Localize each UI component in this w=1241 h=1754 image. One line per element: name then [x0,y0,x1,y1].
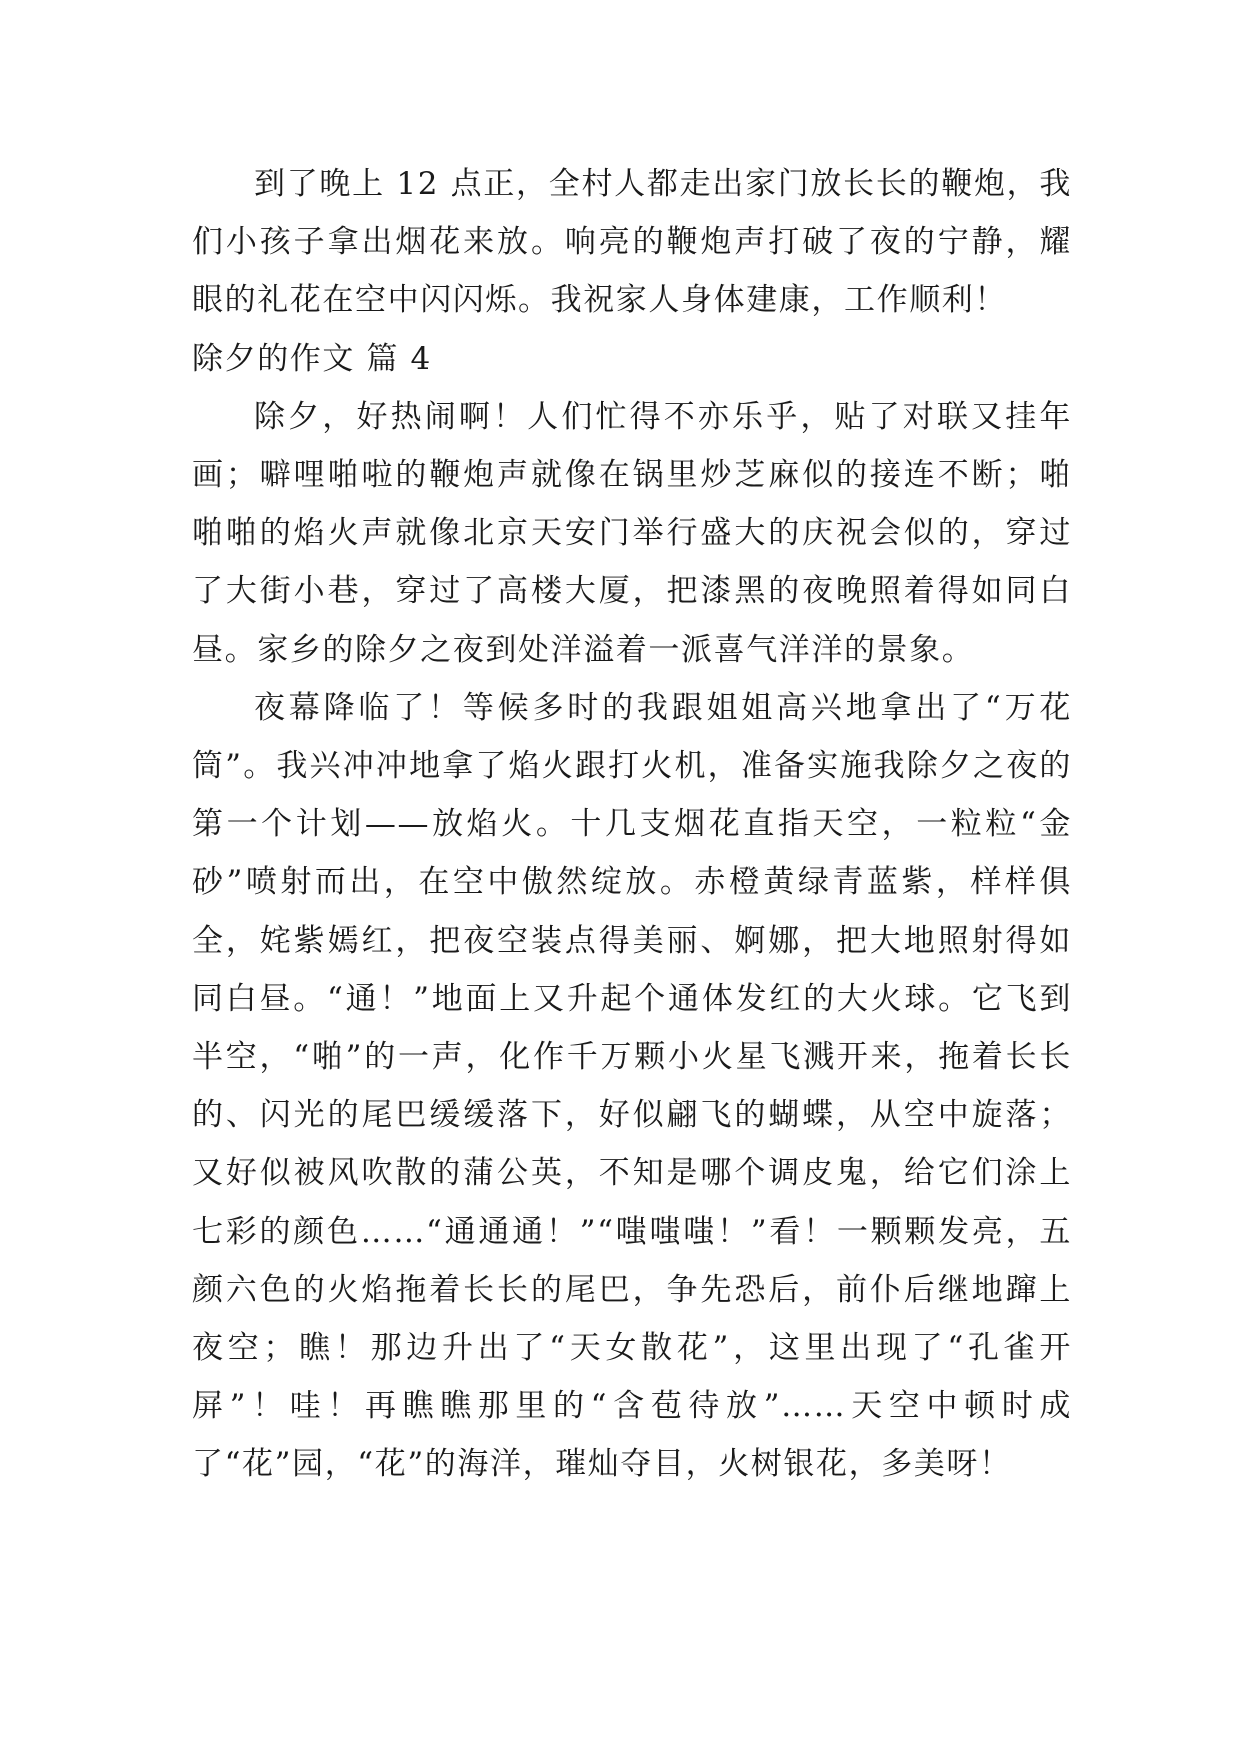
paragraph-lively-eve: 除夕，好热闹啊！人们忙得不亦乐乎，贴了对联又挂年画；噼哩啪啦的鞭炮声就像在锅里炒芝麻似的接连不断；啪啪啪的焰火声就像北京天安门举行盛大的庆祝会似的，穿过了大街小巷，穿过了高楼大厦，把漆黑的夜晚照着得如同白昼。家乡的除夕之夜到处洋溢着一派喜气洋洋的景象。 [192,398,1072,668]
section-heading: 除夕的作文 篇 4 [192,340,432,377]
document-body [192,155,1072,1494]
paragraph-new-year-midnight: 到了晚上 12 点正，全村人都走出家门放长长的鞭炮，我们小孩子拿出烟花来放。响亮的鞭炮声打破了夜的宁静，耀眼的礼花在空中闪闪烁。我祝家人身体建康，工作顺利！ [192,166,1072,319]
paragraph-fireworks: 夜幕降临了！等候多时的我跟姐姐高兴地拿出了“万花筒”。我兴冲冲地拿了焰火跟打火机，准备实施我除夕之夜的第一个计划——放焰火。十几支烟花直指天空，一粒粒“金砂”喷射而出，在空中傲然绽放。赤橙黄绿青蓝紫，样样俱全，姹紫嫣红，把夜空装点得美丽、婀娜，把大地照射得如同白昼。“通！”地面上又升起个通体发红的大火球。它飞到半空，“啪”的一声，化作千万颗小火星飞溅开来，拖着长长的、闪光的尾巴缓缓落下，好似翩飞的蝴蝶，从空中旋落；又好似被风吹散的蒲公英，不知是哪个调皮鬼，给它们涂上七彩的颜色……“通通通！”“嗤嗤嗤！”看！一颗颗发亮，五颜六色的火焰拖着长长的尾巴，争先恐后，前仆后继地蹿上夜空；瞧！那边升出了“天女散花”，这里出现了“孔雀开屏”！哇！再瞧瞧那里的“含苞待放”……天空中顿时成了“花”园，“花”的海洋，璀灿夺目，火树银花，多美呀！ [192,689,1072,1483]
